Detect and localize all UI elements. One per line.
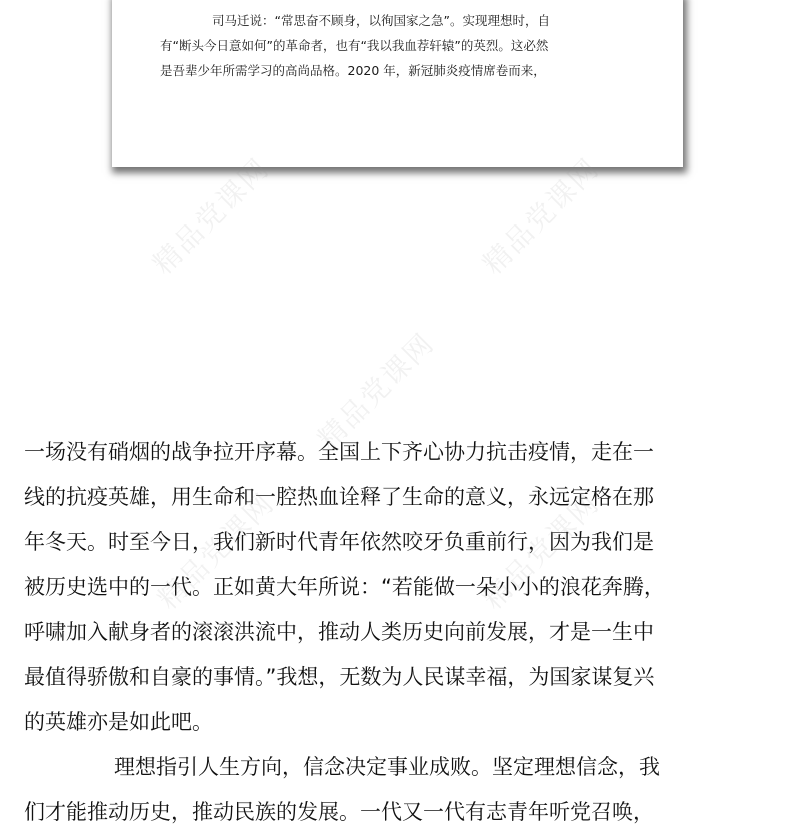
watermark-text: 精品党课网 bbox=[476, 486, 606, 616]
preview-line-3: 是吾辈少年所需学习的高尚品格。2020 年，新冠肺炎疫情席卷而来， bbox=[160, 63, 546, 78]
body-line-3: 年冬天。时至今日，我们新时代青年依然咬牙负重前行，因为我们是 bbox=[24, 530, 654, 554]
watermark-text: 精品党课网 bbox=[146, 151, 276, 281]
body-line-8: 理想指引人生方向，信念决定事业成败。坚定理想信念，我 bbox=[114, 755, 660, 779]
body-line-6: 最值得骄傲和自豪的事情。”我想，无数为人民谋幸福，为国家谋复兴 bbox=[24, 665, 655, 689]
body-line-2: 线的抗疫英雄，用生命和一腔热血诠释了生命的意义，永远定格在那 bbox=[24, 485, 654, 509]
preview-line-2: 有“断头今日意如何”的革命者，也有“我以我血荐轩辕”的英烈。这必然 bbox=[160, 38, 549, 53]
body-line-4: 被历史选中的一代。正如黄大年所说：“若能做一朵小小的浪花奔腾， bbox=[24, 575, 665, 599]
body-line-7: 的英雄亦是如此吧。 bbox=[24, 710, 213, 734]
body-line-5: 呼啸加入献身者的滚滚洪流中，推动人类历史向前发展，才是一生中 bbox=[24, 620, 654, 644]
document-body-text bbox=[24, 430, 714, 835]
watermark-text: 精品党课网 bbox=[311, 326, 441, 456]
watermark-text: 精品党课网 bbox=[476, 151, 606, 281]
body-line-1: 一场没有硝烟的战争拉开序幕。全国上下齐心协力抗击疫情，走在一 bbox=[24, 440, 654, 464]
preview-line-1: 司马迁说：“常思奋不顾身，以徇国家之急”。实现理想时，自 bbox=[212, 13, 550, 28]
body-line-9: 们才能推动历史，推动民族的发展。一代又一代有志青年听党召唤， bbox=[24, 800, 654, 824]
page-preview-text bbox=[160, 8, 650, 83]
watermark-text: 精品党课网 bbox=[151, 486, 281, 616]
document-page-preview bbox=[112, 0, 683, 167]
